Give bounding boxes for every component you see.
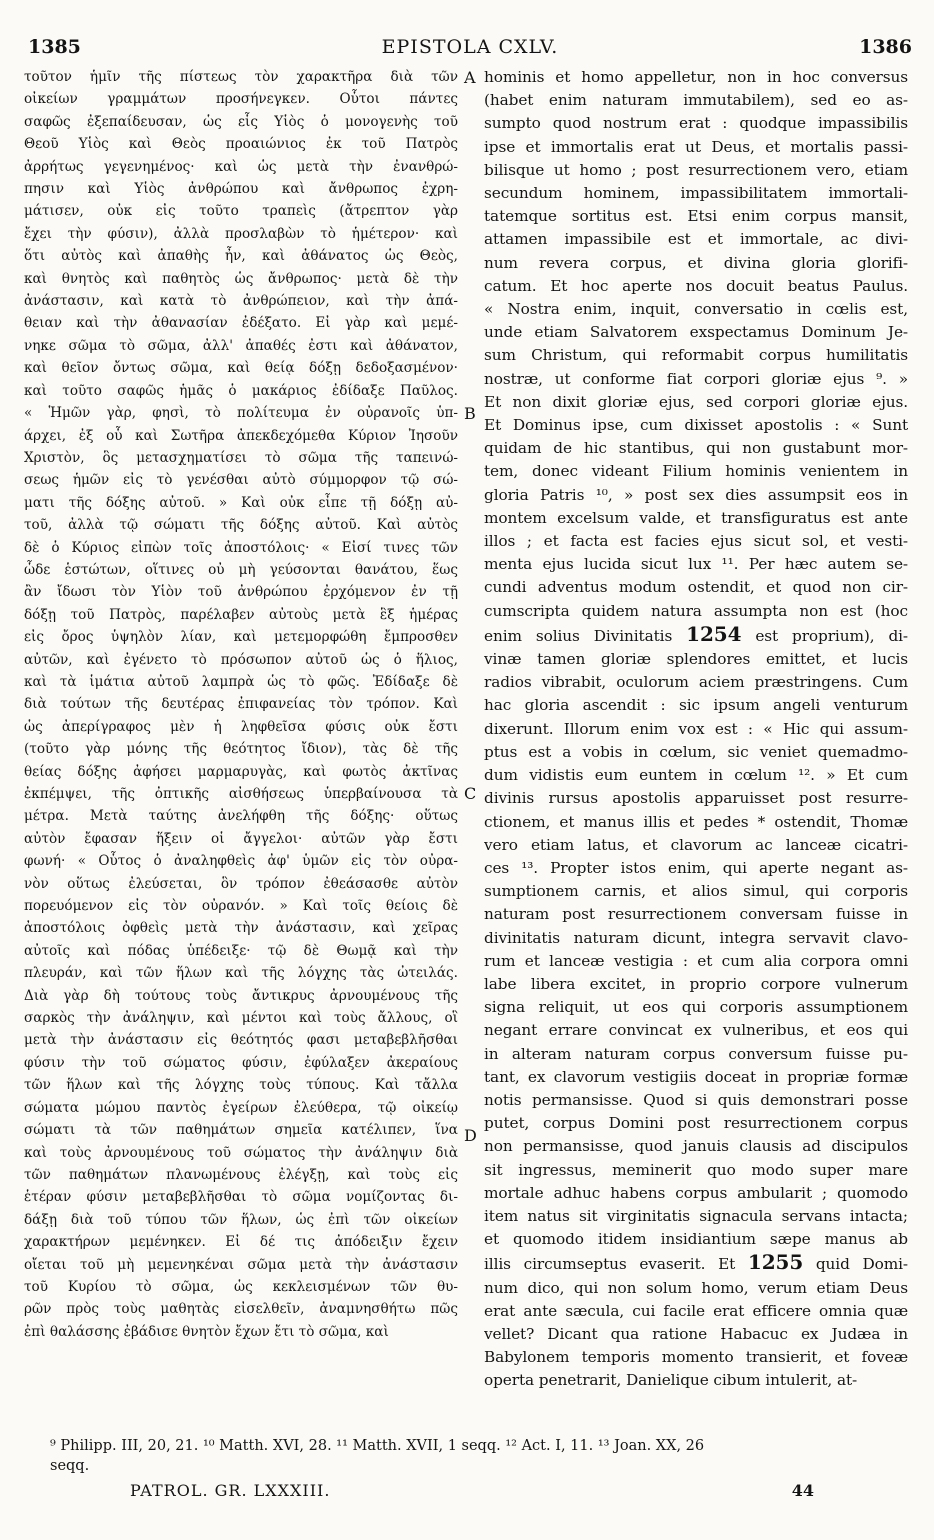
- greek-text-line: ἐπὶ θαλάσσης ἐβάδισε θνητὸν ἔχων ἔτι τὸ σῶμα, καὶ: [24, 1323, 389, 1340]
- greek-text-line: μάτισεν, οὐκ εἰς τοῦτο τραπεὶς (ἄτρεπτον γὰρ: [24, 203, 458, 220]
- greek-text-line: οἰκείων γραμμάτων προσήνεγκεν. Οὗτοι πάντες: [24, 91, 458, 108]
- latin-text-line: signa reliquit, ut eos qui corporis assumptionem: [484, 998, 908, 1017]
- latin-text-line: Et Dominus ipse, cum dixisset apostolis : « Sunt: [484, 416, 908, 435]
- latin-text-line: « Nostra enim, inquit, conversatio in cœlis est,: [484, 300, 908, 319]
- latin-text-line: erat ante sæcula, cui facile erat efficere omnia quæ: [484, 1301, 908, 1320]
- latin-text-line: menta ejus lucida sicut lux ¹¹. Per hæc autem se-: [484, 555, 908, 574]
- greek-text-line: αὐτοῖς καὶ πόδας ὑπέδειξε· τῷ δὲ Θωμᾷ καὶ τὴν: [24, 942, 458, 959]
- column-number-mark: 1254: [686, 621, 742, 646]
- latin-text-line: ces ¹³. Propter istos enim, qui aperte negant as-: [484, 858, 908, 877]
- latin-text-line: sumptionem carnis, et alios simul, qui corporis: [484, 882, 908, 901]
- latin-text-line: num dico, qui non solum homo, verum etiam Deus: [484, 1278, 908, 1297]
- latin-text-line: vero etiam latus, et clavorum ac lanceæ cicatri-: [484, 835, 908, 854]
- column-number-mark: 1255: [747, 1250, 804, 1275]
- greek-text-line: τοῦ, ἀλλὰ τῷ σώματι τῆς δόξης αὐτοῦ. Καὶ αὐτὸς: [24, 517, 458, 534]
- latin-text-line: catum. Et hoc aperte nos docuit beatus Paulus.: [484, 276, 908, 295]
- latin-text-line: enim solius Divinitatis 1254 est proprium), di-: [484, 621, 908, 646]
- latin-text-line: naturam post resurrectionem conversam fuisse in: [484, 905, 908, 924]
- latin-text-line: ptus est a vobis in cœlum, sic veniet quemadmo-: [484, 742, 908, 761]
- latin-text-line: gloria Patris ¹⁰, » post sex dies assumpsit eos in: [484, 485, 908, 504]
- greek-text-line: σαφῶς ἐξεπαίδευσαν, ὡς εἷς Υἱὸς ὁ μονογενὴς τοῦ: [24, 113, 458, 130]
- greek-text-line: τῶν παθημάτων πλανωμένους ἐλέγξῃ, καὶ τοὺς εἰς: [24, 1166, 458, 1183]
- latin-column: [484, 66, 908, 1428]
- page-header: [28, 36, 912, 62]
- latin-text-line: divinitatis naturam dicunt, integra servavit clavo-: [484, 928, 908, 947]
- latin-text-line: labe libera excitet, in proprio corpore vulnerum: [484, 974, 908, 993]
- greek-text-line: καὶ τοῦτο σαφῶς ἡμᾶς ὁ μακάριος ἐδίδαξε Παῦλος.: [24, 382, 458, 399]
- latin-text-line: sumpto quod nostrum erat : quodque impassibilis: [484, 114, 908, 133]
- greek-text-line: ἔχει τὴν φύσιν), ἀλλὰ προσλαβὼν τὸ ἡμέτερον· καὶ: [24, 225, 458, 242]
- latin-text-line: in alteram naturam corpus conversum fuisse pu-: [484, 1044, 908, 1063]
- greek-text-line: μετὰ τὴν ἀνάστασιν εἰς θεότητός φασι μεταβεβλῆσθαι: [24, 1032, 458, 1049]
- greek-text-line: ἀρρήτως γεγενημένος· καὶ ὡς μετὰ τὴν ἐνανθρώ-: [24, 158, 458, 175]
- greek-text-line: σώματι τὰ τῶν παθημάτων σημεῖα κατέλιπεν, ἵνα: [24, 1122, 458, 1139]
- greek-text-line: ἀποστόλοις ὀφθεὶς μετὰ τὴν ἀνάστασιν, καὶ χεῖρας: [24, 920, 458, 937]
- footnotes: [50, 1436, 914, 1476]
- latin-text-line: Babylonem temporis momento transierit, et foveæ: [484, 1348, 908, 1367]
- greek-text-line: νὸν οὕτως ἐλεύσεται, ὃν τρόπον ἐθεάσασθε αὐτὸν: [24, 875, 458, 892]
- greek-text-line: ἀνάστασιν, καὶ κατὰ τὸ ἀνθρώπειον, καὶ τὴν ἀπά-: [24, 293, 458, 310]
- marker-a: A: [464, 68, 476, 87]
- greek-text-line: πλευράν, καὶ τῶν ἥλων καὶ τῆς λόγχης τὰς ὠτειλάς.: [24, 965, 458, 982]
- latin-text-line: sit ingressus, meminerit quo modo super mare: [484, 1160, 908, 1179]
- latin-text-line: tant, ex clavorum vestigiis doceat in propriæ formæ: [484, 1067, 908, 1086]
- marker-d: D: [464, 1126, 477, 1145]
- latin-text-line: rum et lanceæ vestigia : et cum alia corpora omni: [484, 951, 908, 970]
- latin-text-line: montem excelsum valde, et transfiguratus est ante: [484, 508, 908, 527]
- latin-text-line: Et non dixit gloriæ ejus, sed corpori gloriæ ejus.: [484, 392, 908, 411]
- latin-text-line: vinæ tamen gloriæ splendores emittet, et lucis: [484, 650, 908, 669]
- latin-text-line: cundi adventus modum ostendit, et quod non cir-: [484, 578, 908, 597]
- greek-text-line: ὧδε ἑστώτων, οἵτινες οὐ μὴ γεύσονται θανάτου, ἕως: [24, 561, 458, 578]
- greek-text-line: Χριστὸν, ὃς μετασχηματίσει τὸ σῶμα τῆς ταπεινώ-: [24, 449, 458, 466]
- left-page-number: 1385: [28, 36, 81, 58]
- greek-text-line: καὶ τὰ ἱμάτια αὐτοῦ λαμπρὰ ὡς τὸ φῶς. Ἐδίδαξε δὲ: [24, 673, 458, 690]
- latin-text-line: bilisque ut homo ; post resurrectionem vero, etiam: [484, 160, 908, 179]
- latin-text-line: putet, corpus Domini post resurrectionem corpus: [484, 1114, 908, 1133]
- greek-text-line: οἴεται τοῦ μὴ μεμενηκέναι σῶμα μετὰ τὴν ἀνάστασιν: [24, 1256, 458, 1273]
- greek-text-line: νηκε σῶμα τὸ σῶμα, ἀλλ' ἀπαθές ἐστι καὶ ἀθάνατον,: [24, 337, 458, 354]
- greek-text-line: τοῦτον ἡμῖν τῆς πίστεως τὸν χαρακτῆρα διὰ τῶν: [24, 69, 458, 85]
- greek-text-line: θείας δόξης ἀφήσει μαρμαρυγὰς, καὶ φωτὸς ἀκτῖνας: [24, 763, 458, 780]
- page-title: EPISTOLA CXLV.: [381, 36, 559, 58]
- latin-text-line: item natus sit virginitatis signacula servans intacta;: [484, 1206, 908, 1225]
- greek-text-line: Θεοῦ Υἱὸς καὶ Θεὸς προαιώνιος ἐκ τοῦ Πατρὸς: [24, 136, 458, 153]
- latin-text-line: notis permansisse. Quod si quis demonstrari posse: [484, 1090, 908, 1109]
- greek-text-line: αὐτὸν ἔφασαν ἥξειν οἱ ἄγγελοι· αὐτῶν γὰρ ἔστι: [24, 830, 458, 847]
- greek-text-line: άρχει, ἐξ οὗ καὶ Σωτῆρα ἀπεκδεχόμεθα Κύριον Ἰησοῦν: [24, 427, 458, 444]
- greek-text-line: πορευόμενον εἰς τὸν οὐρανόν. » Καὶ τοῖς θείοις δὲ: [24, 898, 458, 915]
- latin-text-line: ipse et immortalis erat ut Deus, et mortalis passi-: [484, 137, 908, 156]
- latin-text-line: dixerunt. Illorum enim vox est : « Hic qui assum-: [484, 719, 908, 738]
- latin-text-line: et quomodo itidem insidiantium sæpe manus ab: [484, 1230, 908, 1249]
- latin-text-line: vellet? Dicant qua ratione Habacuc ex Judæa in: [484, 1324, 908, 1343]
- greek-text-line: εἰς ὄρος ὑψηλὸν λίαν, καὶ μετεμορφώθη ἔμπροσθεν: [24, 629, 458, 646]
- latin-text-line: hominis et homo appelletur, non in hoc conversus: [484, 68, 908, 86]
- footnote-line-1: ⁹ Philipp. III, 20, 21. ¹⁰ Matth. XVI, 28. ¹¹ Matth. XVII, 1 seqq. ¹² Act. I, 11. ¹³ Joan. XX, 26: [50, 1438, 705, 1454]
- latin-text-line: tem, donec videant Filium hominis venientem in: [484, 462, 908, 481]
- greek-text-line: θειαν καὶ τὴν ἀθανασίαν ἐδέξατο. Εἰ γὰρ καὶ μεμέ-: [24, 315, 458, 332]
- greek-text-line: τῶν ἥλων καὶ τῆς λόγχης τοὺς τύπους. Καὶ τἄλλα: [24, 1077, 458, 1094]
- latin-text-line: negant errare convincat ex vulneribus, et eos qui: [484, 1021, 908, 1040]
- latin-text-line: sum Christum, qui reformabit corpus humilitatis: [484, 346, 908, 365]
- latin-text-line: ctionem, et manus illis et pedes * ostendit, Thomæ: [484, 812, 908, 831]
- greek-text-line: σώματα μώμου παντὸς ἐγείρων ἐλεύθερα, τῷ οἰκείῳ: [24, 1099, 458, 1116]
- greek-text-line: καὶ τοὺς ἀρνουμένους τοῦ σώματος τὴν ἀνάληψιν διὰ: [24, 1144, 458, 1161]
- greek-text-line: δάξῃ διὰ τοῦ τύπου τῶν ἥλων, ὡς ἐπὶ τῶν οἰκείων: [24, 1211, 458, 1228]
- greek-text-line: ἑτέραν φύσιν μεταβεβλῆσθαι τὸ σῶμα νομίζοντας δι-: [24, 1189, 458, 1206]
- greek-text-line: ἐκπέμψει, τῆς ὀπτικῆς αἰσθήσεως ὑπερβαίνουσα τὰ: [24, 786, 458, 802]
- greek-column: [24, 66, 458, 1428]
- greek-text-line: φύσιν τὴν τοῦ σώματος φύσιν, ἐφύλαξεν ἀκεραίους: [24, 1054, 458, 1071]
- greek-text-line: τοῦ Κυρίου τὸ σῶμα, ὡς κεκλεισμένων τῶν θυ-: [24, 1278, 458, 1295]
- latin-text-line: illos ; et facta est facies ejus sicut sol, et vesti-: [484, 532, 908, 551]
- latin-text-line: divinis rursus apostolis apparuisset post resurre-: [484, 789, 908, 808]
- latin-text-line: quidam de hic stantibus, qui non gustabunt mor-: [484, 439, 908, 458]
- marker-c: C: [464, 784, 477, 803]
- latin-text-line: tatemque sortitus est. Etsi enim corpus mansit,: [484, 207, 908, 226]
- latin-text-line: attamen impassibile est et immortale, ac divi-: [484, 230, 908, 249]
- greek-text-line: ἂν ἴδωσι τὸν Υἱὸν τοῦ ἀνθρώπου ἐρχόμενον ἐν τῇ: [24, 584, 458, 601]
- greek-text-line: πησιν καὶ Υἱὸς ἀνθρώπου καὶ ἄνθρωπος ἐχρη-: [24, 181, 458, 198]
- signature-number: 44: [791, 1481, 814, 1500]
- latin-text-line: (habet enim naturam immutabilem), sed eo as-: [484, 91, 908, 110]
- latin-text-line: unde etiam Salvatorem exspectamus Dominum Je-: [484, 323, 908, 342]
- greek-text-line: ρῶν πρὸς τοὺς μαθητὰς εἰσελθεῖν, ἀναμνησθήτω πῶς: [24, 1301, 458, 1318]
- greek-text-line: Διὰ γὰρ δὴ τούτους τοὺς ἄντικρυς ἀρνουμένους τῆς: [24, 987, 458, 1004]
- greek-text-line: καὶ θεῖον ὄντως σῶμα, καὶ θείᾳ δόξῃ δεδοξασμένον·: [24, 360, 458, 377]
- greek-text-line: ὡς ἀπερίγραφος μὲν ἡ ληφθεῖσα φύσις οὐκ ἔστι: [24, 718, 458, 735]
- greek-text-line: (τοῦτο γὰρ μόνης τῆς θεότητος ἴδιον), τὰς δὲ τῆς: [24, 741, 458, 758]
- marker-b: B: [464, 404, 476, 423]
- latin-text-line: cumscripta quidem natura assumpta non est (hoc: [484, 601, 908, 620]
- latin-text-line: non permansisse, quod januis clausis ad discipulos: [484, 1137, 908, 1156]
- volume-signature: PATROL. GR. LXXXIII.: [130, 1481, 331, 1500]
- greek-text-line: χαρακτήρων μεμένηκεν. Εἰ δέ τις ἀπόδειξιν ἔχειν: [24, 1234, 458, 1251]
- greek-text-line: « Ἡμῶν γὰρ, φησὶ, τὸ πολίτευμα ἐν οὐρανοῖς ὑπ-: [24, 405, 458, 422]
- right-page-number: 1386: [859, 36, 912, 58]
- latin-text-line: operta penetrarit, Danielique cibum intulerit, at-: [484, 1371, 858, 1390]
- latin-text-line: illis circumseptus evaserit. Et 1255 quid Domi-: [484, 1250, 908, 1275]
- latin-text-line: hac gloria ascendit : sic ipsum angeli venturum: [484, 696, 908, 715]
- greek-text-line: μέτρα. Μετὰ ταύτης ἀνελήφθη τῆς δόξης· οὕτως: [24, 808, 458, 825]
- greek-text-line: δὲ ὁ Κύριος εἰπὼν τοῖς ἀποστόλοις· « Εἰσί τινες τῶν: [24, 539, 458, 556]
- latin-text-line: mortale adhuc habens corpus ambularit ; quomodo: [484, 1183, 908, 1202]
- latin-text-line: num revera corpus, et divina gloria glorifi-: [484, 253, 908, 272]
- greek-text-line: σαρκὸς τὴν ἀνάληψιν, καὶ μέντοι καὶ τοὺς ἄλλους, οἳ: [24, 1010, 458, 1027]
- latin-text-line: radios vibrabit, oculorum aciem præstringens. Cum: [484, 673, 908, 692]
- greek-text-line: σεως ἡμῶν εἰς τὸ γενέσθαι αὐτὸ σύμμορφον τῷ σώ-: [24, 472, 458, 489]
- latin-text-line: dum vidistis eum euntem in cœlum ¹². » Et cum: [484, 766, 908, 785]
- latin-text-line: secundum hominem, impassibilitatem immortali-: [484, 184, 908, 203]
- latin-text-line: nostræ, ut conforme fiat corpori gloriæ ejus ⁹. »: [484, 369, 908, 388]
- greek-text-line: φωνή· « Οὗτος ὁ ἀναληφθεὶς ἀφ' ὑμῶν εἰς τὸν οὐρα-: [24, 853, 458, 870]
- greek-text-line: ὅτι αὐτὸς καὶ ἀπαθὴς ἦν, καὶ ἀθάνατος ὡς Θεὸς,: [24, 248, 458, 265]
- greek-text-line: αὐτῶν, καὶ ἐγένετο τὸ πρόσωπον αὐτοῦ ὡς ὁ ἥλιος,: [24, 651, 458, 668]
- greek-text-line: διὰ τούτων τῆς δευτέρας ἐπιφανείας τὸν τρόπον. Καὶ: [24, 696, 458, 713]
- greek-text-line: δόξῃ τοῦ Πατρὸς, παρέλαβεν αὐτοὺς μετὰ ἓξ ἡμέρας: [24, 606, 458, 623]
- greek-text-line: καὶ θνητὸς καὶ παθητὸς ὡς ἄνθρωπος· μετὰ δὲ τὴν: [24, 270, 458, 287]
- greek-text-line: ματι τῆς δόξης αὐτοῦ. » Καὶ οὐκ εἶπε τῇ δόξῃ αὐ-: [24, 494, 458, 511]
- section-markers: [460, 66, 482, 1428]
- footnote-line-2: seqq.: [50, 1458, 90, 1474]
